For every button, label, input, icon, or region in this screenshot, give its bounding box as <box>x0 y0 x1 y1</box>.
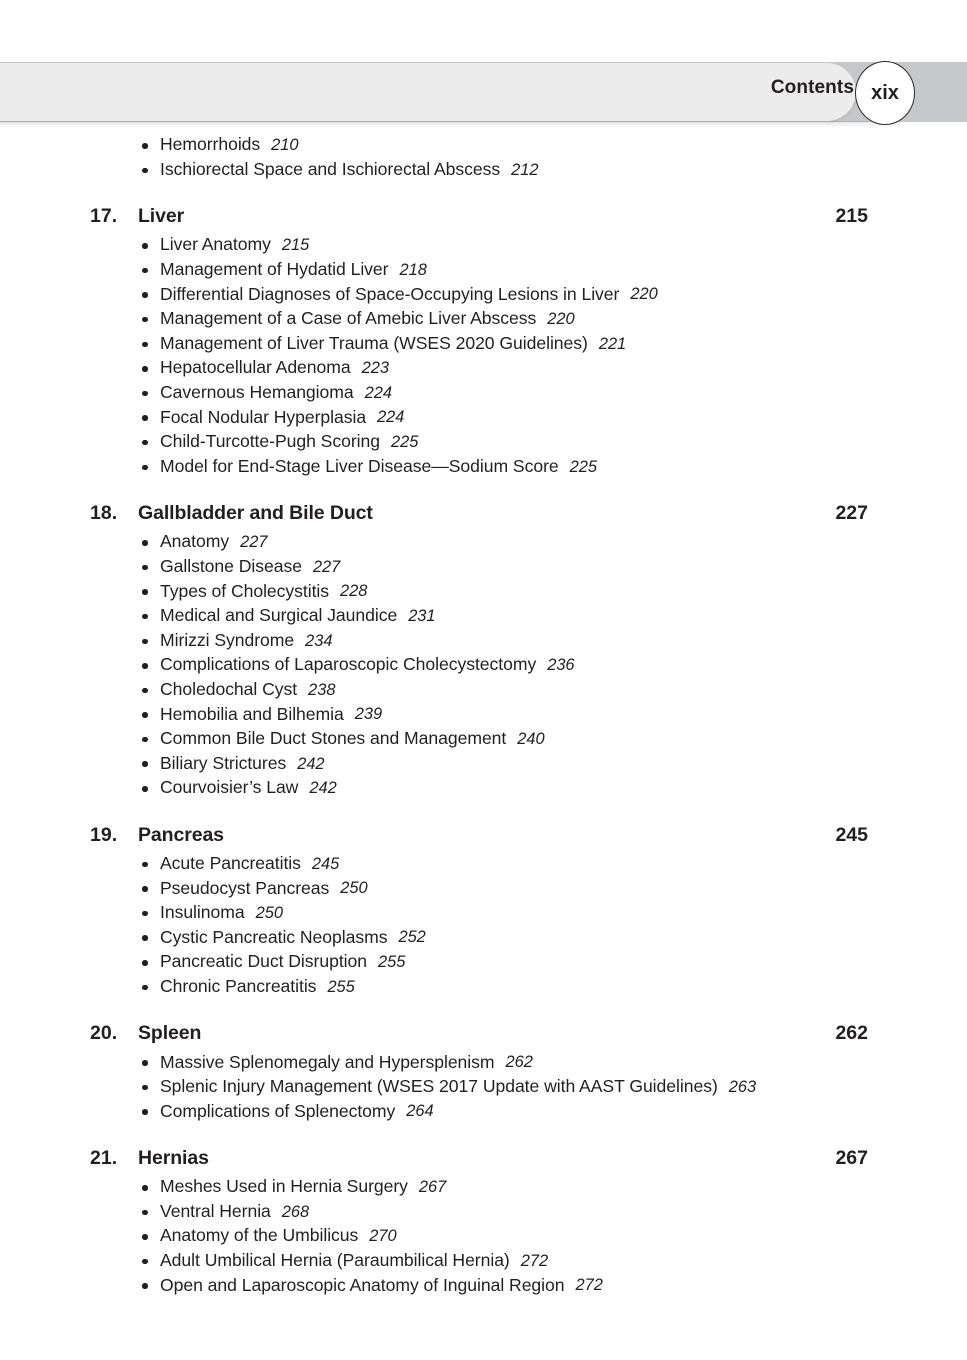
toc-entry[interactable] <box>0 925 967 950</box>
entry-label: Meshes Used in Hernia Surgery <box>160 1176 408 1197</box>
bullet-icon <box>142 440 148 446</box>
toc-entry[interactable] <box>0 975 967 1000</box>
toc-chapter <box>0 1142 967 1298</box>
entry-page-number: 221 <box>598 334 627 353</box>
chapter-heading-row[interactable] <box>0 497 967 530</box>
bullet-icon <box>142 589 148 595</box>
entry-label: Mirizzi Syndrome <box>160 629 295 650</box>
entry-page-number: 227 <box>312 557 341 576</box>
entry-label: Massive Splenomegaly and Hypersplenism <box>160 1051 495 1072</box>
entry-page-number: 250 <box>255 903 283 922</box>
entry-label: Ventral Hernia <box>160 1200 271 1221</box>
bullet-icon <box>142 540 148 546</box>
entry-page-number: 239 <box>354 705 383 724</box>
header-band-light <box>0 63 856 121</box>
entry-label: Complications of Splenectomy <box>160 1100 396 1121</box>
bullet-icon <box>142 1109 148 1115</box>
chapter-entry-list <box>0 1175 967 1298</box>
page-running-header <box>0 0 967 128</box>
bullet-icon <box>142 761 148 767</box>
entry-page-number: 242 <box>297 754 325 773</box>
bullet-icon <box>142 565 148 571</box>
entry-label: Medical and Surgical Jaundice <box>160 605 398 626</box>
toc-entry[interactable] <box>0 307 967 332</box>
entry-page-number: 220 <box>547 310 575 329</box>
toc-entry[interactable] <box>0 751 967 776</box>
entry-label: Liver Anatomy <box>160 234 271 255</box>
folio-number: xix <box>871 81 899 104</box>
entry-page-number: 263 <box>728 1077 757 1096</box>
bullet-icon <box>142 317 148 323</box>
entry-label: Child-Turcotte-Pugh Scoring <box>160 431 380 452</box>
chapter-number: 17. <box>90 205 118 228</box>
entry-page-number: 224 <box>377 408 405 427</box>
bullet-icon <box>142 1234 148 1240</box>
entry-label: Pseudocyst Pancreas <box>160 877 330 898</box>
toc-entry[interactable] <box>0 1099 967 1124</box>
chapter-entry-list <box>0 1050 967 1124</box>
entry-label: Hemorrhoids <box>160 134 261 155</box>
entry-label: Acute Pancreatitis <box>160 852 301 873</box>
entry-page-number: 218 <box>399 260 427 279</box>
toc-entry[interactable] <box>0 405 967 430</box>
bullet-icon <box>142 1210 148 1216</box>
entry-page-number: 225 <box>390 432 419 451</box>
entry-label: Splenic Injury Management (WSES 2017 Update with AAST Guidelines) <box>160 1076 718 1097</box>
entry-page-number: 224 <box>364 383 392 402</box>
entry-page-number: 223 <box>361 359 389 378</box>
chapter-title: Gallbladder and Bile Duct <box>138 502 373 525</box>
bullet-icon <box>142 1185 148 1191</box>
toc-entry[interactable] <box>0 629 967 654</box>
entry-page-number: 250 <box>340 879 368 898</box>
toc-entry[interactable] <box>0 258 967 283</box>
entry-label: Open and Laparoscopic Anatomy of Inguinal Region <box>160 1274 565 1295</box>
toc-entry[interactable] <box>0 1200 967 1225</box>
entry-label: Biliary Strictures <box>160 752 287 773</box>
toc-entry[interactable] <box>0 776 967 801</box>
toc-entry[interactable] <box>0 430 967 455</box>
bullet-icon <box>142 1085 148 1091</box>
entry-label: Anatomy <box>160 531 230 552</box>
toc-entry[interactable] <box>0 876 967 901</box>
chapter-entry-list <box>0 852 967 1000</box>
toc-entry[interactable] <box>0 579 967 604</box>
toc-entry[interactable] <box>0 1249 967 1274</box>
bullet-icon <box>142 391 148 397</box>
entry-label: Ischiorectal Space and Ischiorectal Abscess <box>160 158 501 179</box>
entry-page-number: 264 <box>406 1102 434 1121</box>
chapter-title: Pancreas <box>138 823 224 846</box>
bullet-icon <box>142 663 148 669</box>
entry-page-number: 215 <box>281 236 310 255</box>
chapter-title: Hernias <box>138 1147 209 1169</box>
entry-label: Cavernous Hemangioma <box>160 382 354 403</box>
entry-page-number: 225 <box>569 457 597 476</box>
folio-badge <box>855 61 915 125</box>
toc-entry[interactable] <box>0 678 967 703</box>
toc-chapter <box>0 1017 967 1124</box>
entry-page-number: 245 <box>311 854 340 873</box>
entry-page-number: 270 <box>369 1227 397 1246</box>
chapter-number: 18. <box>90 502 118 525</box>
entry-label: Model for End-Stage Liver Disease—Sodium Score <box>160 455 559 476</box>
bullet-icon <box>142 415 148 421</box>
bullet-icon <box>142 911 148 917</box>
toc-entry[interactable] <box>0 852 967 877</box>
entry-page-number: 212 <box>511 160 539 179</box>
chapter-page-number: 215 <box>835 205 868 228</box>
chapter-heading-row[interactable] <box>0 1142 967 1175</box>
bullet-icon <box>142 143 148 149</box>
entry-label: Anatomy of the Umbilicus <box>160 1225 359 1246</box>
bullet-icon <box>142 886 148 892</box>
bullet-icon <box>142 935 148 941</box>
bullet-icon <box>142 985 148 991</box>
bullet-icon <box>142 292 148 298</box>
chapter-page-number: 245 <box>835 823 868 846</box>
entry-page-number: 268 <box>281 1202 310 1221</box>
bullet-icon <box>142 737 148 743</box>
entry-page-number: 238 <box>308 680 336 699</box>
entry-label: Management of Hydatid Liver <box>160 259 389 280</box>
bullet-icon <box>142 614 148 620</box>
entry-page-number: 227 <box>240 533 268 552</box>
toc-entry[interactable] <box>0 1175 967 1200</box>
toc-entry[interactable] <box>0 653 967 678</box>
entry-label: Cystic Pancreatic Neoplasms <box>160 926 388 947</box>
toc-entry[interactable] <box>0 356 967 381</box>
bullet-icon <box>142 268 148 274</box>
chapter-heading-row[interactable] <box>0 1017 967 1050</box>
bullet-icon <box>142 960 148 966</box>
chapter-number: 19. <box>90 823 118 846</box>
entry-label: Management of a Case of Amebic Liver Abscess <box>160 308 537 329</box>
bullet-icon <box>142 862 148 868</box>
toc-entry[interactable] <box>0 455 967 480</box>
chapter-page-number: 227 <box>835 502 868 525</box>
bullet-icon <box>142 1259 148 1265</box>
chapter-entry-list <box>0 233 967 479</box>
toc-chapter <box>0 497 967 801</box>
entry-label: Focal Nodular Hyperplasia <box>160 406 367 427</box>
entry-label: Chronic Pancreatitis <box>160 975 317 996</box>
toc-entry[interactable] <box>0 133 967 158</box>
entry-label: Types of Cholecystitis <box>160 580 330 601</box>
entry-page-number: 228 <box>340 582 368 601</box>
entry-page-number: 231 <box>408 606 436 625</box>
chapter-page-number: 262 <box>835 1022 868 1045</box>
entry-label: Adult Umbilical Hernia (Paraumbilical Hernia) <box>160 1250 510 1271</box>
bullet-icon <box>142 688 148 694</box>
table-of-contents <box>0 128 967 1298</box>
toc-entry[interactable] <box>0 381 967 406</box>
bullet-icon <box>142 465 148 471</box>
toc-entry[interactable] <box>0 1273 967 1298</box>
toc-entry[interactable] <box>0 1075 967 1100</box>
toc-chapter <box>0 128 967 182</box>
entry-label: Courvoisier’s Law <box>160 777 299 798</box>
entry-page-number: 255 <box>327 977 355 996</box>
entry-page-number: 252 <box>398 928 426 947</box>
entry-page-number: 220 <box>630 285 658 304</box>
toc-entry[interactable] <box>0 950 967 975</box>
entry-page-number: 272 <box>520 1251 549 1270</box>
toc-entry[interactable] <box>0 1224 967 1249</box>
entry-label: Pancreatic Duct Disruption <box>160 951 367 972</box>
chapter-heading-row[interactable] <box>0 200 967 233</box>
bullet-icon <box>142 1060 148 1066</box>
bullet-icon <box>142 342 148 348</box>
running-head-label: Contents <box>770 77 854 98</box>
chapter-number: 21. <box>90 1147 118 1169</box>
entry-page-number: 236 <box>547 656 575 675</box>
entry-label: Hemobilia and Bilhemia <box>160 703 344 724</box>
entry-label: Insulinoma <box>160 902 245 923</box>
bullet-icon <box>142 366 148 372</box>
entry-label: Management of Liver Trauma (WSES 2020 Guidelines) <box>160 332 588 353</box>
entry-label: Gallstone Disease <box>160 556 302 577</box>
entry-page-number: 240 <box>517 729 545 748</box>
bullet-icon <box>142 168 148 174</box>
toc-entry[interactable] <box>0 727 967 752</box>
toc-chapter <box>0 819 967 1000</box>
entry-page-number: 272 <box>575 1276 603 1295</box>
toc-entry[interactable] <box>0 901 967 926</box>
entry-label: Common Bile Duct Stones and Management <box>160 728 507 749</box>
chapter-page-number: 267 <box>835 1147 868 1169</box>
toc-entry[interactable] <box>0 530 967 555</box>
toc-entry[interactable] <box>0 555 967 580</box>
toc-entry[interactable] <box>0 332 967 357</box>
entry-label: Differential Diagnoses of Space-Occupying Lesions in Liver <box>160 283 620 304</box>
toc-entry[interactable] <box>0 1050 967 1075</box>
toc-entry[interactable] <box>0 158 967 183</box>
entry-page-number: 267 <box>418 1178 447 1197</box>
chapter-title: Spleen <box>138 1022 202 1045</box>
bullet-icon <box>142 639 148 645</box>
toc-entry[interactable] <box>0 702 967 727</box>
toc-entry[interactable] <box>0 233 967 258</box>
entry-page-number: 255 <box>377 953 406 972</box>
bullet-icon <box>142 712 148 718</box>
bullet-icon <box>142 786 148 792</box>
chapter-entry-list <box>0 128 967 182</box>
bullet-icon <box>142 1283 148 1289</box>
entry-page-number: 242 <box>309 779 337 798</box>
chapter-number: 20. <box>90 1022 118 1045</box>
chapter-title: Liver <box>138 205 185 228</box>
entry-page-number: 210 <box>271 136 299 155</box>
entry-label: Choledochal Cyst <box>160 678 298 699</box>
header-band-shadow <box>0 121 900 128</box>
entry-page-number: 234 <box>305 631 333 650</box>
bullet-icon <box>142 243 148 249</box>
entry-label: Hepatocellular Adenoma <box>160 357 351 378</box>
toc-chapter <box>0 200 967 479</box>
entry-label: Complications of Laparoscopic Cholecystectomy <box>160 654 537 675</box>
chapter-entry-list <box>0 530 967 801</box>
toc-entry[interactable] <box>0 604 967 629</box>
toc-entry[interactable] <box>0 282 967 307</box>
chapter-heading-row[interactable] <box>0 819 967 852</box>
entry-page-number: 262 <box>505 1053 533 1072</box>
